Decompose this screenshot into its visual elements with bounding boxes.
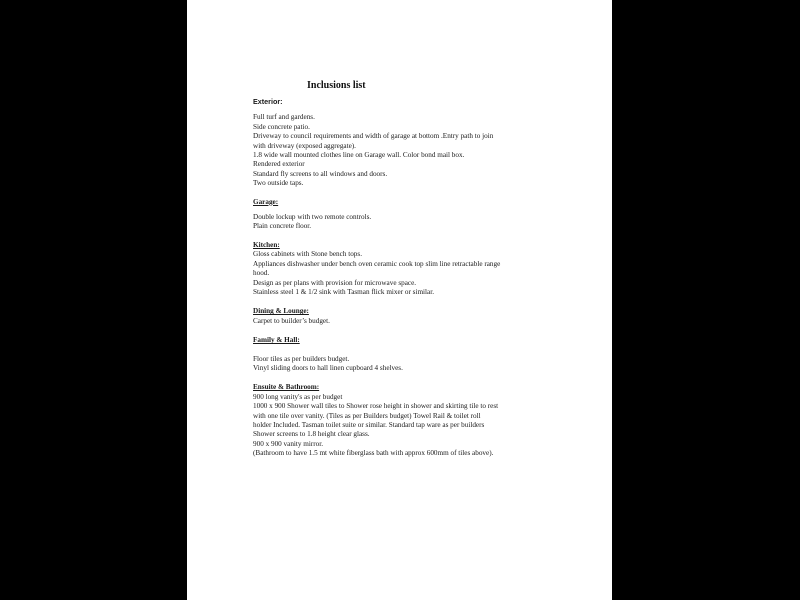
text-line: 900 x 900 vanity mirror.	[253, 439, 324, 448]
text-line: hood.	[253, 269, 270, 278]
text-line: Shower screens to 1.8 height clear glass.	[253, 430, 370, 439]
text-line: (Bathroom to have 1.5 mt white fiberglass bath with approx 600mm of tiles above).	[253, 449, 494, 458]
text-line: with driveway (exposed aggregate).	[253, 141, 356, 150]
section-heading: Dining & Lounge:	[253, 307, 309, 316]
text-line: Driveway to council requirements and width of garage at bottom .Entry path to join	[253, 132, 494, 141]
text-line: holder Included. Tasman toilet suite or similar. Standard tap ware as per builders	[253, 420, 485, 429]
document-title: Inclusions list	[307, 80, 366, 91]
document-body	[253, 97, 553, 459]
section-heading: Exterior:	[253, 97, 283, 106]
section-ensuite-bathroom	[253, 383, 553, 458]
text-line: Rendered exterior	[253, 160, 305, 169]
section-garage	[253, 198, 553, 232]
section-heading: Family & Hall:	[253, 336, 300, 345]
text-line: 1000 x 900 Shower wall tiles to Shower rose height in shower and skirting tile to rest	[253, 402, 499, 411]
section-exterior	[253, 97, 553, 189]
text-line: Stainless steel 1 & 1/2 sink with Tasman flick mixer or similar.	[253, 287, 435, 296]
section-heading: Ensuite & Bathroom:	[253, 383, 320, 392]
text-line: 900 long vanity's as per budget	[253, 392, 343, 401]
document-page	[187, 0, 612, 600]
text-line: Design as per plans with provision for microwave space.	[253, 278, 417, 287]
text-line: Appliances dishwasher under bench oven ceramic cook top slim line retractable range	[253, 259, 501, 268]
text-line: Standard fly screens to all windows and doors.	[253, 169, 388, 178]
text-line: Side concrete patio.	[253, 122, 310, 131]
section-dining-lounge	[253, 307, 553, 326]
text-line: with one tile over vanity. (Tiles as per Builders budget) Towel Rail & toilet roll	[253, 411, 481, 420]
text-line: Plain concrete floor.	[253, 222, 312, 231]
text-line: Two outside taps.	[253, 179, 304, 188]
text-line: Vinyl sliding doors to hall linen cupboard 4 shelves.	[253, 363, 403, 372]
text-line: Carpet to builder’s budget.	[253, 316, 330, 325]
section-heading: Kitchen:	[253, 240, 280, 249]
text-line: 1.8 wide wall mounted clothes line on Garage wall. Color bond mail box.	[253, 151, 465, 160]
text-line: Full turf and gardens.	[253, 113, 315, 122]
text-line: Double lockup with two remote controls.	[253, 213, 372, 222]
section-kitchen	[253, 241, 553, 297]
section-heading: Garage:	[253, 197, 279, 206]
text-line: Gloss cabinets with Stone bench tops.	[253, 250, 362, 259]
text-line: Floor tiles as per builders budget.	[253, 354, 350, 363]
section-family-hall	[253, 336, 553, 373]
